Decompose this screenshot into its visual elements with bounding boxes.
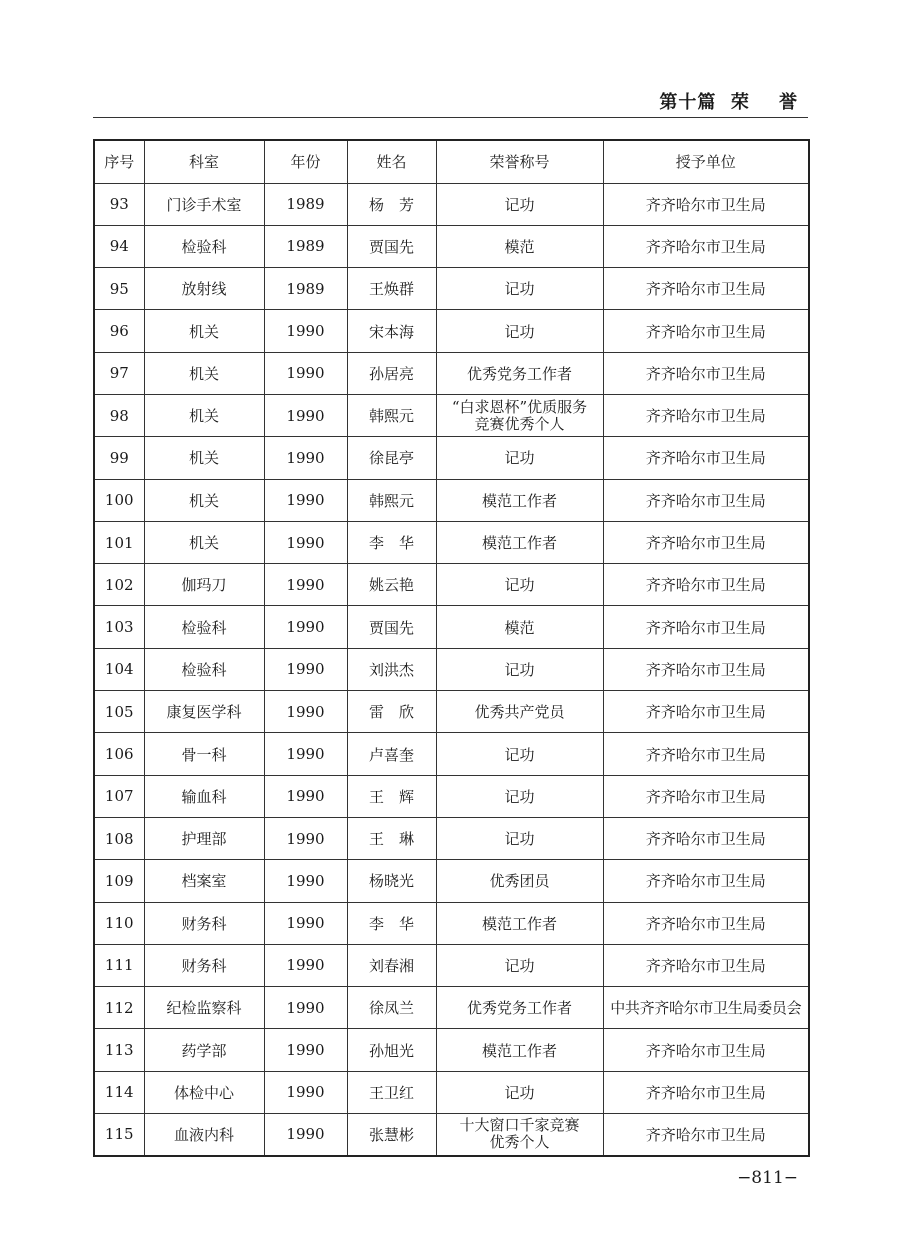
table-row — [94, 394, 809, 436]
cell-index: 102 — [94, 564, 144, 606]
cell-honor-title: 模范工作者 — [436, 521, 603, 563]
table-row — [94, 1114, 809, 1156]
cell-honor-title: “白求恩杯”优质服务 竞赛优秀个人 — [436, 394, 603, 436]
cell-department: 药学部 — [144, 1029, 264, 1071]
cell-honor-title: 模范工作者 — [436, 902, 603, 944]
cell-year: 1990 — [264, 902, 347, 944]
cell-index: 100 — [94, 479, 144, 521]
cell-honor-title: 记功 — [436, 310, 603, 352]
cell-name: 韩熙元 — [347, 479, 436, 521]
cell-awarding-unit: 齐齐哈尔市卫生局 — [603, 225, 809, 267]
cell-year: 1989 — [264, 268, 347, 310]
page-header-title: 第十篇 荣 誉 — [659, 92, 798, 113]
cell-name: 李 华 — [347, 902, 436, 944]
page-number: −811− — [737, 1168, 798, 1188]
cell-name: 王 辉 — [347, 775, 436, 817]
cell-department: 检验科 — [144, 648, 264, 690]
cell-year: 1990 — [264, 606, 347, 648]
cell-department: 纪检监察科 — [144, 987, 264, 1029]
cell-awarding-unit: 齐齐哈尔市卫生局 — [603, 691, 809, 733]
cell-awarding-unit: 中共齐齐哈尔市卫生局委员会 — [603, 987, 809, 1029]
cell-honor-title: 记功 — [436, 648, 603, 690]
cell-awarding-unit: 齐齐哈尔市卫生局 — [603, 564, 809, 606]
cell-department: 输血科 — [144, 775, 264, 817]
cell-awarding-unit: 齐齐哈尔市卫生局 — [603, 268, 809, 310]
cell-name: 雷 欣 — [347, 691, 436, 733]
cell-awarding-unit: 齐齐哈尔市卫生局 — [603, 902, 809, 944]
cell-index: 109 — [94, 860, 144, 902]
cell-name: 卢喜奎 — [347, 733, 436, 775]
cell-department: 机关 — [144, 394, 264, 436]
cell-name: 姚云艳 — [347, 564, 436, 606]
table-row — [94, 225, 809, 267]
table-row — [94, 860, 809, 902]
cell-index: 111 — [94, 944, 144, 986]
cell-year: 1990 — [264, 437, 347, 479]
cell-year: 1990 — [264, 775, 347, 817]
cell-department: 体检中心 — [144, 1071, 264, 1113]
cell-honor-title: 记功 — [436, 183, 603, 225]
cell-name: 杨晓光 — [347, 860, 436, 902]
cell-honor-title: 记功 — [436, 944, 603, 986]
table-row — [94, 352, 809, 394]
cell-honor-title: 记功 — [436, 733, 603, 775]
cell-honor-title: 记功 — [436, 268, 603, 310]
cell-department: 康复医学科 — [144, 691, 264, 733]
cell-department: 检验科 — [144, 606, 264, 648]
column-header-department: 科室 — [144, 140, 264, 183]
table-row — [94, 944, 809, 986]
cell-index: 104 — [94, 648, 144, 690]
cell-name: 刘洪杰 — [347, 648, 436, 690]
cell-department: 机关 — [144, 479, 264, 521]
table-row — [94, 1071, 809, 1113]
cell-year: 1990 — [264, 310, 347, 352]
table-row — [94, 521, 809, 563]
cell-year: 1990 — [264, 648, 347, 690]
cell-department: 骨一科 — [144, 733, 264, 775]
table-row — [94, 479, 809, 521]
cell-index: 105 — [94, 691, 144, 733]
cell-honor-title: 优秀党务工作者 — [436, 352, 603, 394]
table-row — [94, 564, 809, 606]
cell-year: 1990 — [264, 1029, 347, 1071]
cell-year: 1990 — [264, 944, 347, 986]
cell-awarding-unit: 齐齐哈尔市卫生局 — [603, 352, 809, 394]
cell-index: 95 — [94, 268, 144, 310]
cell-awarding-unit: 齐齐哈尔市卫生局 — [603, 310, 809, 352]
cell-name: 王 琳 — [347, 817, 436, 859]
table-header-row — [94, 140, 809, 183]
column-header-honor-title: 荣誉称号 — [436, 140, 603, 183]
cell-index: 106 — [94, 733, 144, 775]
table-row — [94, 817, 809, 859]
column-header-name: 姓名 — [347, 140, 436, 183]
cell-year: 1989 — [264, 183, 347, 225]
cell-index: 97 — [94, 352, 144, 394]
cell-awarding-unit: 齐齐哈尔市卫生局 — [603, 521, 809, 563]
cell-department: 护理部 — [144, 817, 264, 859]
cell-name: 贾国先 — [347, 606, 436, 648]
cell-name: 孙居亮 — [347, 352, 436, 394]
cell-name: 刘春湘 — [347, 944, 436, 986]
cell-year: 1990 — [264, 860, 347, 902]
cell-honor-title: 记功 — [436, 817, 603, 859]
column-header-awarding-unit: 授予单位 — [603, 140, 809, 183]
cell-department: 机关 — [144, 310, 264, 352]
cell-awarding-unit: 齐齐哈尔市卫生局 — [603, 437, 809, 479]
cell-year: 1990 — [264, 1114, 347, 1156]
table-row — [94, 183, 809, 225]
cell-index: 114 — [94, 1071, 144, 1113]
cell-awarding-unit: 齐齐哈尔市卫生局 — [603, 944, 809, 986]
cell-honor-title: 优秀共产党员 — [436, 691, 603, 733]
cell-honor-title: 模范 — [436, 225, 603, 267]
table-row — [94, 606, 809, 648]
cell-honor-title: 模范工作者 — [436, 1029, 603, 1071]
cell-honor-title: 十大窗口千家竞赛 优秀个人 — [436, 1114, 603, 1156]
cell-index: 115 — [94, 1114, 144, 1156]
cell-year: 1990 — [264, 817, 347, 859]
table-row — [94, 987, 809, 1029]
column-header-year: 年份 — [264, 140, 347, 183]
table-row — [94, 691, 809, 733]
cell-honor-title: 记功 — [436, 564, 603, 606]
cell-honor-title: 模范工作者 — [436, 479, 603, 521]
cell-year: 1990 — [264, 394, 347, 436]
cell-name: 张慧彬 — [347, 1114, 436, 1156]
table-row — [94, 1029, 809, 1071]
cell-awarding-unit: 齐齐哈尔市卫生局 — [603, 394, 809, 436]
table-row — [94, 775, 809, 817]
cell-index: 93 — [94, 183, 144, 225]
cell-year: 1990 — [264, 521, 347, 563]
header-divider — [93, 117, 808, 118]
column-header-index: 序号 — [94, 140, 144, 183]
cell-department: 财务科 — [144, 902, 264, 944]
cell-department: 机关 — [144, 437, 264, 479]
cell-department: 机关 — [144, 352, 264, 394]
cell-index: 108 — [94, 817, 144, 859]
cell-department: 伽玛刀 — [144, 564, 264, 606]
table-row — [94, 733, 809, 775]
cell-name: 王卫红 — [347, 1071, 436, 1113]
cell-year: 1990 — [264, 733, 347, 775]
cell-honor-title: 模范 — [436, 606, 603, 648]
honors-table — [93, 139, 810, 1157]
cell-name: 杨 芳 — [347, 183, 436, 225]
cell-name: 王焕群 — [347, 268, 436, 310]
cell-index: 110 — [94, 902, 144, 944]
cell-honor-title: 优秀团员 — [436, 860, 603, 902]
table-row — [94, 310, 809, 352]
cell-name: 孙旭光 — [347, 1029, 436, 1071]
cell-honor-title: 记功 — [436, 437, 603, 479]
cell-index: 94 — [94, 225, 144, 267]
cell-year: 1990 — [264, 352, 347, 394]
cell-year: 1990 — [264, 564, 347, 606]
cell-department: 门诊手术室 — [144, 183, 264, 225]
cell-department: 检验科 — [144, 225, 264, 267]
cell-awarding-unit: 齐齐哈尔市卫生局 — [603, 606, 809, 648]
table-row — [94, 437, 809, 479]
cell-department: 放射线 — [144, 268, 264, 310]
cell-index: 103 — [94, 606, 144, 648]
cell-awarding-unit: 齐齐哈尔市卫生局 — [603, 775, 809, 817]
cell-index: 112 — [94, 987, 144, 1029]
cell-index: 101 — [94, 521, 144, 563]
cell-year: 1990 — [264, 691, 347, 733]
cell-year: 1989 — [264, 225, 347, 267]
cell-year: 1990 — [264, 479, 347, 521]
cell-department: 血液内科 — [144, 1114, 264, 1156]
table-row — [94, 648, 809, 690]
cell-index: 113 — [94, 1029, 144, 1071]
cell-awarding-unit: 齐齐哈尔市卫生局 — [603, 648, 809, 690]
cell-honor-title: 记功 — [436, 775, 603, 817]
cell-index: 98 — [94, 394, 144, 436]
cell-year: 1990 — [264, 987, 347, 1029]
cell-department: 财务科 — [144, 944, 264, 986]
cell-name: 韩熙元 — [347, 394, 436, 436]
cell-year: 1990 — [264, 1071, 347, 1113]
cell-awarding-unit: 齐齐哈尔市卫生局 — [603, 817, 809, 859]
cell-awarding-unit: 齐齐哈尔市卫生局 — [603, 479, 809, 521]
table-row — [94, 902, 809, 944]
cell-awarding-unit: 齐齐哈尔市卫生局 — [603, 1114, 809, 1156]
cell-department: 档案室 — [144, 860, 264, 902]
cell-name: 宋本海 — [347, 310, 436, 352]
cell-name: 徐凤兰 — [347, 987, 436, 1029]
cell-awarding-unit: 齐齐哈尔市卫生局 — [603, 860, 809, 902]
cell-name: 李 华 — [347, 521, 436, 563]
cell-department: 机关 — [144, 521, 264, 563]
cell-index: 107 — [94, 775, 144, 817]
table-body — [94, 183, 809, 1156]
cell-name: 贾国先 — [347, 225, 436, 267]
cell-awarding-unit: 齐齐哈尔市卫生局 — [603, 183, 809, 225]
cell-awarding-unit: 齐齐哈尔市卫生局 — [603, 1071, 809, 1113]
cell-name: 徐昆亭 — [347, 437, 436, 479]
cell-honor-title: 记功 — [436, 1071, 603, 1113]
cell-awarding-unit: 齐齐哈尔市卫生局 — [603, 1029, 809, 1071]
cell-index: 99 — [94, 437, 144, 479]
cell-index: 96 — [94, 310, 144, 352]
cell-honor-title: 优秀党务工作者 — [436, 987, 603, 1029]
cell-awarding-unit: 齐齐哈尔市卫生局 — [603, 733, 809, 775]
table-row — [94, 268, 809, 310]
